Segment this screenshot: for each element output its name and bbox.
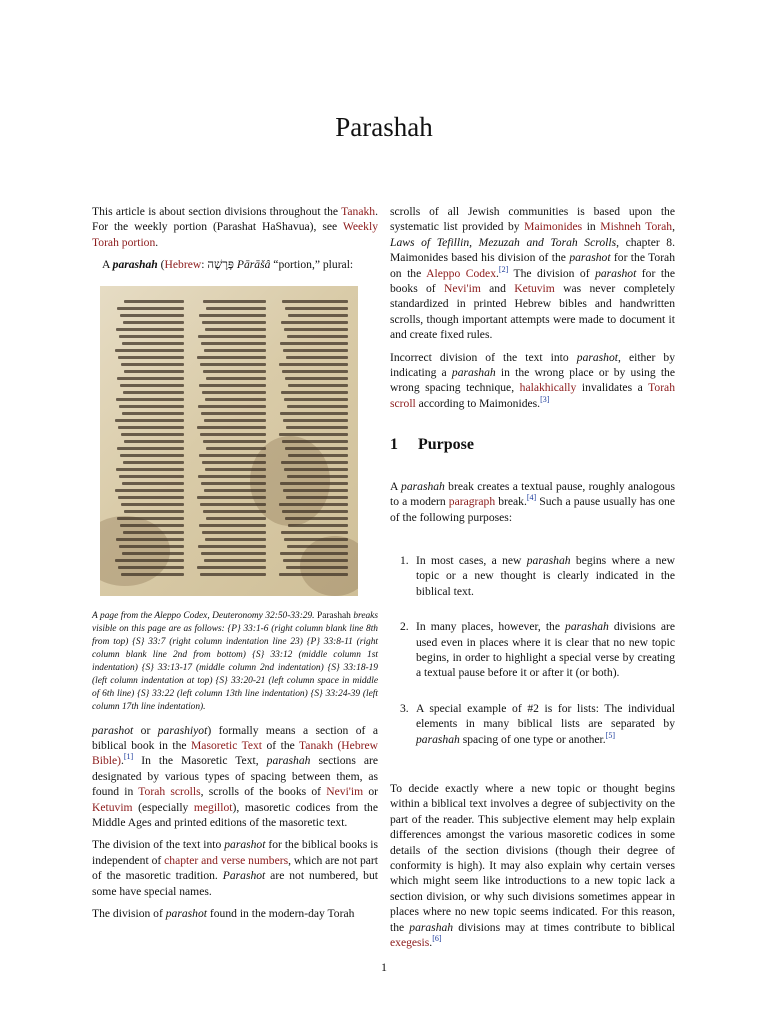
paragraph-division: The division of the text into parashot for the biblical books is independent of chapter and verse numbers, which are not part of the masoretic tradition. Parashot are not numbered, but some have special names. (92, 838, 378, 898)
manuscript-line (284, 398, 348, 401)
manuscript-line (284, 328, 348, 331)
manuscript-line (121, 503, 184, 506)
manuscript-line (115, 349, 184, 352)
manuscript-line (285, 307, 348, 310)
manuscript-line (288, 384, 348, 387)
manuscript-line (288, 524, 348, 527)
page-title: Parashah (335, 112, 433, 142)
manuscript-line (201, 342, 266, 345)
manuscript-line (120, 314, 184, 317)
manuscript-line (120, 454, 184, 457)
manuscript-line (199, 454, 266, 457)
manuscript-line (279, 503, 348, 506)
link-exegesis[interactable]: exegesis (390, 936, 430, 950)
citation-4[interactable]: [4] (526, 493, 537, 503)
manuscript-line (206, 447, 266, 450)
manuscript-line (200, 573, 266, 576)
manuscript-line (119, 545, 184, 548)
manuscript-line (287, 335, 348, 338)
manuscript-line (198, 475, 266, 478)
manuscript-line (206, 377, 266, 380)
manuscript-line (280, 482, 348, 485)
link-chapter-verse[interactable]: chapter and verse numbers (164, 853, 289, 867)
manuscript-line (201, 482, 266, 485)
manuscript-line (122, 482, 184, 485)
link-ketuvim-2[interactable]: Ketuvim (514, 282, 555, 296)
manuscript-line (288, 314, 348, 317)
paragraph-maimonides: scrolls of all Jewish communities is based upon the systematic list provided by Maimonides in Mishneh Torah, Laws of Tefillin, Mezuzah and Torah Scrolls, chapter 8. Maimonides based his division of the parashot for the Torah on the Aleppo Codex.[2] The division of parashot for the books of Nevi'im and Ketuvim was never completely standardized in printed Hebrew bibles and handwritten scrolls, though important attempts were made to document it and create fixed rules. (390, 205, 676, 342)
manuscript-line (286, 496, 348, 499)
manuscript-line (119, 405, 184, 408)
manuscript-line (120, 384, 184, 387)
link-maimonides[interactable]: Maimonides (524, 220, 583, 234)
page-number: 1 (381, 960, 387, 974)
manuscript-line (115, 489, 184, 492)
left-column (92, 204, 378, 929)
manuscript-line (283, 419, 348, 422)
intro-paragraph: A parashah (Hebrew: פָּרָשָׁה Pārāšâ “portion,” plural: (102, 258, 354, 272)
link-hebrew[interactable]: Hebrew (164, 258, 202, 272)
link-megillot[interactable]: megillot (193, 800, 233, 814)
manuscript-line (122, 552, 184, 555)
manuscript-line (120, 524, 184, 527)
paragraph-definition: parashot or parashiyot) formally means a section of a biblical book in the Masoretic Text of the Tanakh (Hebrew Bible).[1] In the Masoretic Text, parashah sections are designated by various types of spacing between them, as found in Torah scrolls, scrolls of the books of Nevi'im or Ketuvim (especially megillot), masoretic codices from the Middle Ages and printed editions of the masoretic text. (92, 723, 379, 830)
link-aleppo-codex[interactable]: Aleppo Codex (426, 266, 497, 280)
manuscript-line (200, 433, 266, 436)
hatnote: This article is about section divisions throughout the Tanakh. For the weekly portion (Parashat HaShavua), see Weekly Torah portion. (92, 205, 378, 249)
manuscript-line (122, 412, 184, 415)
manuscript-line (202, 321, 266, 324)
manuscript-line (124, 370, 184, 373)
manuscript-line (198, 545, 266, 548)
link-torah-scrolls[interactable]: Torah scrolls (138, 785, 201, 799)
image-caption: A page from the Aleppo Codex, Deuteronomy 32:50-33:29. Parashah breaks visible on this page are as follows: {P} 33:1-6 (right column blank line 8th from top) {S} 33:7 (right column indentation line 23) {P} 33:8-11 (right column blank line 2nd from bottom) {S} 33:12 (middle column 1st indentation) {S} 33:13-17 (middle column 2nd indentation) {S} 33:18-19 (left column indentation at top) {S} 33:20-21 (left column space in middle of 6th line) {S} 33:22 (left column 13th line indentation) {S} 33:24-39 (left column 17th line indentation). (92, 610, 378, 712)
manuscript-line (204, 419, 266, 422)
manuscript-line (202, 391, 266, 394)
manuscript-line (203, 300, 266, 303)
manuscript-line (118, 566, 184, 569)
manuscript-line (206, 517, 266, 520)
manuscript-line (197, 426, 266, 429)
citation-3[interactable]: [3] (540, 395, 550, 405)
manuscript-line (287, 545, 348, 548)
list-item: 3. A special example of #2 is for lists: The individual elements in many biblical lists are separated by parashah spacing of one type or another.[5] (400, 701, 675, 746)
paragraph-modern: The division of parashot found in the modern-day Torah (92, 907, 355, 921)
manuscript-line (197, 566, 266, 569)
manuscript-line (287, 405, 348, 408)
paragraph-purpose: A parashah break creates a textual pause, roughly analogous to a modern paragraph break.[4] Such a pause usually has one of the following purposes: (390, 479, 675, 524)
link-neviim[interactable]: Nevi'im (326, 785, 364, 799)
manuscript-line (118, 426, 184, 429)
manuscript-line (282, 440, 348, 443)
manuscript-line (281, 321, 348, 324)
manuscript-line (283, 489, 348, 492)
manuscript-line (284, 538, 348, 541)
link-ketuvim[interactable]: Ketuvim (92, 800, 133, 814)
manuscript-line (202, 461, 266, 464)
manuscript-line (203, 370, 266, 373)
manuscript-line (117, 447, 184, 450)
manuscript-line (281, 461, 348, 464)
right-column (390, 204, 675, 957)
manuscript-line (205, 468, 266, 471)
manuscript-line (203, 510, 266, 513)
section-heading-purpose: 1 Purpose (390, 436, 474, 454)
manuscript-line (285, 377, 348, 380)
manuscript-line (116, 328, 184, 331)
manuscript-line (200, 363, 266, 366)
manuscript-line (116, 468, 184, 471)
manuscript-line (281, 391, 348, 394)
manuscript-line (284, 468, 348, 471)
manuscript-line (119, 475, 184, 478)
link-paragraph[interactable]: paragraph (448, 495, 496, 509)
link-neviim-2[interactable]: Nevi'im (443, 282, 481, 296)
manuscript-line (121, 433, 184, 436)
manuscript-line (199, 384, 266, 387)
manuscript-line (117, 307, 184, 310)
manuscript-line (123, 531, 184, 534)
list-item: 2. In many places, however, the parashah divisions are used even in places where it is clear that no new topic begins, in order to highlight a special verse by creating a textual pause before it or after it (or both). (400, 620, 675, 680)
link-torah-scroll[interactable]: Torah scroll (390, 381, 675, 410)
manuscript-line (287, 475, 348, 478)
manuscript-line (204, 489, 266, 492)
manuscript-line (122, 342, 184, 345)
manuscript-line (286, 566, 348, 569)
manuscript-line (202, 531, 266, 534)
manuscript-line (203, 440, 266, 443)
manuscript-line (282, 300, 348, 303)
manuscript-line (282, 370, 348, 373)
manuscript-line (123, 391, 184, 394)
manuscript-line (280, 552, 348, 555)
manuscript-line (205, 328, 266, 331)
manuscript-line (198, 335, 266, 338)
manuscript-line (206, 307, 266, 310)
link-mishneh-torah[interactable]: Mishneh Torah (600, 220, 673, 234)
manuscript-line (280, 342, 348, 345)
manuscript-line (115, 559, 184, 562)
manuscript-line (285, 447, 348, 450)
manuscript-line (124, 510, 184, 513)
manuscript-line (197, 356, 266, 359)
manuscript-line (116, 398, 184, 401)
manuscript-line (279, 363, 348, 366)
manuscript-line (117, 517, 184, 520)
manuscript-line (286, 426, 348, 429)
manuscript-line (283, 559, 348, 562)
manuscript-line (286, 356, 348, 359)
manuscript-line (118, 356, 184, 359)
manuscript-line (200, 503, 266, 506)
list-item: 1. In most cases, a new parashah begins where a new topic or a new thought is clearly indicated in the biblical text. (400, 553, 675, 598)
manuscript-line (201, 552, 266, 555)
manuscript-line (204, 349, 266, 352)
manuscript-line (117, 377, 184, 380)
link-tanakh[interactable]: Tanakh (341, 205, 376, 218)
purpose-list (390, 553, 675, 747)
manuscript-line (124, 440, 184, 443)
manuscript-line (121, 573, 184, 576)
link-halakhically[interactable]: halakhically (519, 381, 577, 395)
citation-5[interactable]: [5] (605, 730, 615, 740)
manuscript-line (279, 573, 348, 576)
link-weekly-torah-portion[interactable]: Weekly Torah portion (92, 220, 378, 249)
manuscript-line (119, 335, 184, 338)
manuscript-line (288, 454, 348, 457)
manuscript-line (116, 538, 184, 541)
manuscript-line (204, 559, 266, 562)
manuscript-line (279, 433, 348, 436)
manuscript-line (205, 538, 266, 541)
citation-2[interactable]: [2] (498, 264, 509, 274)
manuscript-line (282, 510, 348, 513)
manuscript-line (205, 398, 266, 401)
manuscript-line (285, 517, 348, 520)
manuscript-line (280, 412, 348, 415)
citation-1[interactable]: [1] (123, 752, 134, 762)
manuscript-line (124, 300, 184, 303)
manuscript-line (123, 321, 184, 324)
manuscript-line (199, 524, 266, 527)
manuscript-line (197, 496, 266, 499)
paragraph-subjectivity: To decide exactly where a new topic or thought begins within a biblical text involves a degree of subjectivity on the part of the reader. This subjective element may help explain differences amongst the various masoretic codices in some details of the section divisions (though their degree of conformity is high). It may also explain why certain verses which might seem like introductions to a new topic lack a section division, or why such divisions sometimes appear in places where no new topic seems indicated. For this reason, the parashah divisions may at times contribute to biblical exegesis.[6] (390, 781, 675, 950)
manuscript-line (198, 405, 266, 408)
aleppo-codex-image[interactable] (100, 286, 358, 596)
link-masoretic-text[interactable]: Masoretic Text (190, 739, 263, 753)
manuscript-line (118, 496, 184, 499)
paragraph-incorrect-division: Incorrect division of the text into parashot, either by indicating a parashah in the wrong place or by using the wrong spacing technique, halakhically invalidates a Torah scroll according to Maimonides.[3] (390, 350, 675, 410)
manuscript-line (115, 419, 184, 422)
manuscript-line (123, 461, 184, 464)
manuscript-line (121, 363, 184, 366)
manuscript-line (199, 314, 266, 317)
link-tanakh-hebrew-bible[interactable]: Tanakh (Hebrew Bible) (92, 739, 379, 768)
manuscript-line (281, 531, 348, 534)
citation-6[interactable]: [6] (432, 934, 442, 944)
manuscript-line (283, 349, 348, 352)
manuscript-line (201, 412, 266, 415)
